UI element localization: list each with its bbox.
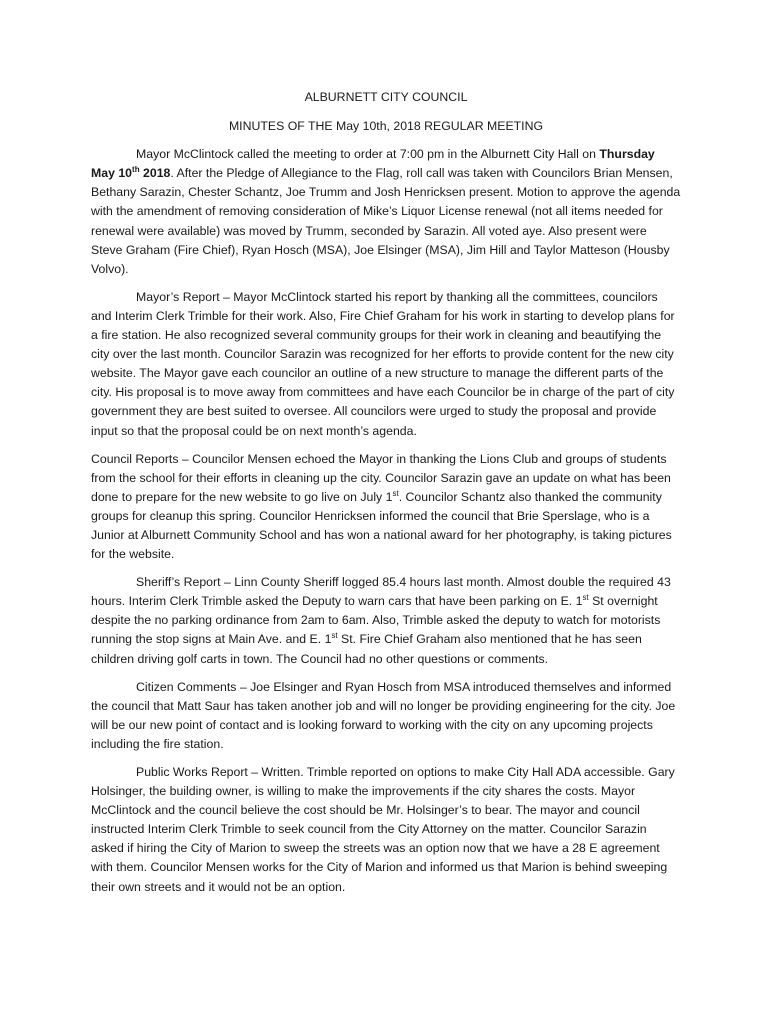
meeting-year: 2018 xyxy=(139,166,171,181)
paragraph-public-works-report: Public Works Report – Written. Trimble reported on options to make City Hall ADA accessible. Gary Holsinger, the building owner, is willing to make the improvements if the city shares the costs. Mayor McClintock and the council believe the cost should be Mr. Holsinger’s to bear. The mayor and council instructed Interim Clerk Trimble to seek council from the City Attorney on the matter. Councilor Sarazin asked if hiring the City of Marion to sweep the streets was an option now that we have a 28 E agreement with them. Councilor Mensen works for the City of Marion and informed us that Marion is behind sweeping their own streets and it would not be an option. xyxy=(91,765,675,894)
ordinal-suffix: st xyxy=(582,593,589,603)
paragraph-council-reports xyxy=(91,450,681,565)
paragraph-mayors-report: Mayor’s Report – Mayor McClintock started his report by thanking all the committees, councilors and Interim Clerk Trimble for their work. Also, Fire Chief Graham for his work in starting to develop plans for a fire station. He also recognized several community groups for their work in cleaning and beautifying the city over the last month. Councilor Sarazin was recognized for her efforts to provide content for the new city website. The Mayor gave each councilor an outline of a new structure to manage the different parts of the city. His proposal is to move away from committees and have each Councilor be in charge of the part of city government they are best suited to oversee. All councilors were urged to study the proposal and provide input so that the proposal could be on next month’s agenda. xyxy=(91,289,675,438)
minutes-document xyxy=(91,88,681,906)
sheriff-report-text-b: St overnight despite the no parking ordinance from 2am to 6am. Also, Trimble asked the deputy to watch for motorists running the stop signs at Main Ave. and E. 1 xyxy=(91,594,661,647)
document-subtitle: MINUTES OF THE May 10th, 2018 REGULAR MEETING xyxy=(228,119,544,134)
ordinal-suffix: st xyxy=(392,488,399,498)
ordinal-suffix: th xyxy=(132,165,140,175)
paragraph-sheriffs-report xyxy=(91,573,681,668)
sheriff-report-text-a: Sheriff’s Report – Linn County Sheriff logged 85.4 hours last month. Almost double the required 43 hours. Interim Clerk Trimble asked the Deputy to warn cars that have been parking on E. 1 xyxy=(91,575,671,609)
sheriff-report-text-c: St. Fire Chief Graham also mentioned that he has seen children driving golf carts in town. The Council had no other questions or comments. xyxy=(91,632,642,666)
paragraph-call-to-order xyxy=(91,145,681,279)
council-reports-text-a: Council Reports – Councilor Mensen echoed the Mayor in thanking the Lions Club and groups of students from the school for their efforts in cleaning up the city. Councilor Sarazin gave an update on what has been done to prepare for the new website to go live on July 1 xyxy=(91,451,671,504)
roll-call-text: . After the Pledge of Allegiance to the Flag, roll call was taken with Councilors Brian Mensen, Bethany Sarazin, Chester Schantz, Joe Trumm and Josh Henricksen present. Motion to approve the agenda with the amendment of removing consideration of Mike’s Liquor License renewal (not all items needed for renewal were available) was moved by Trumm, seconded by Sarazin. All voted aye. Also present were Steve Graham (Fire Chief), Ryan Hosch (MSA), Joe Elsinger (MSA), Jim Hill and Taylor Matteson (Housby Volvo). xyxy=(91,166,681,276)
council-reports-text-b: . Councilor Schantz also thanked the community groups for cleanup this spring. Councilor Henricksen informed the council that Brie Sperslage, who is a Junior at Alburnett Community School and has won a national award for her photography, is taking pictures for the website. xyxy=(91,489,672,562)
call-to-order-text: Mayor McClintock called the meeting to order at 7:00 pm in the Alburnett City Hall on xyxy=(136,147,600,162)
meeting-day: Thursday May 10 xyxy=(91,147,655,181)
ordinal-suffix: st xyxy=(331,631,338,641)
document-title: ALBURNETT CITY COUNCIL xyxy=(304,90,468,104)
paragraph-citizen-comments: Citizen Comments – Joe Elsinger and Ryan Hosch from MSA introduced themselves and informed the council that Matt Saur has taken another job and will no longer be providing engineering for the city. Joe will be our new point of contact and is looking forward to working with the city on any upcoming projects including the fire station. xyxy=(91,679,676,751)
